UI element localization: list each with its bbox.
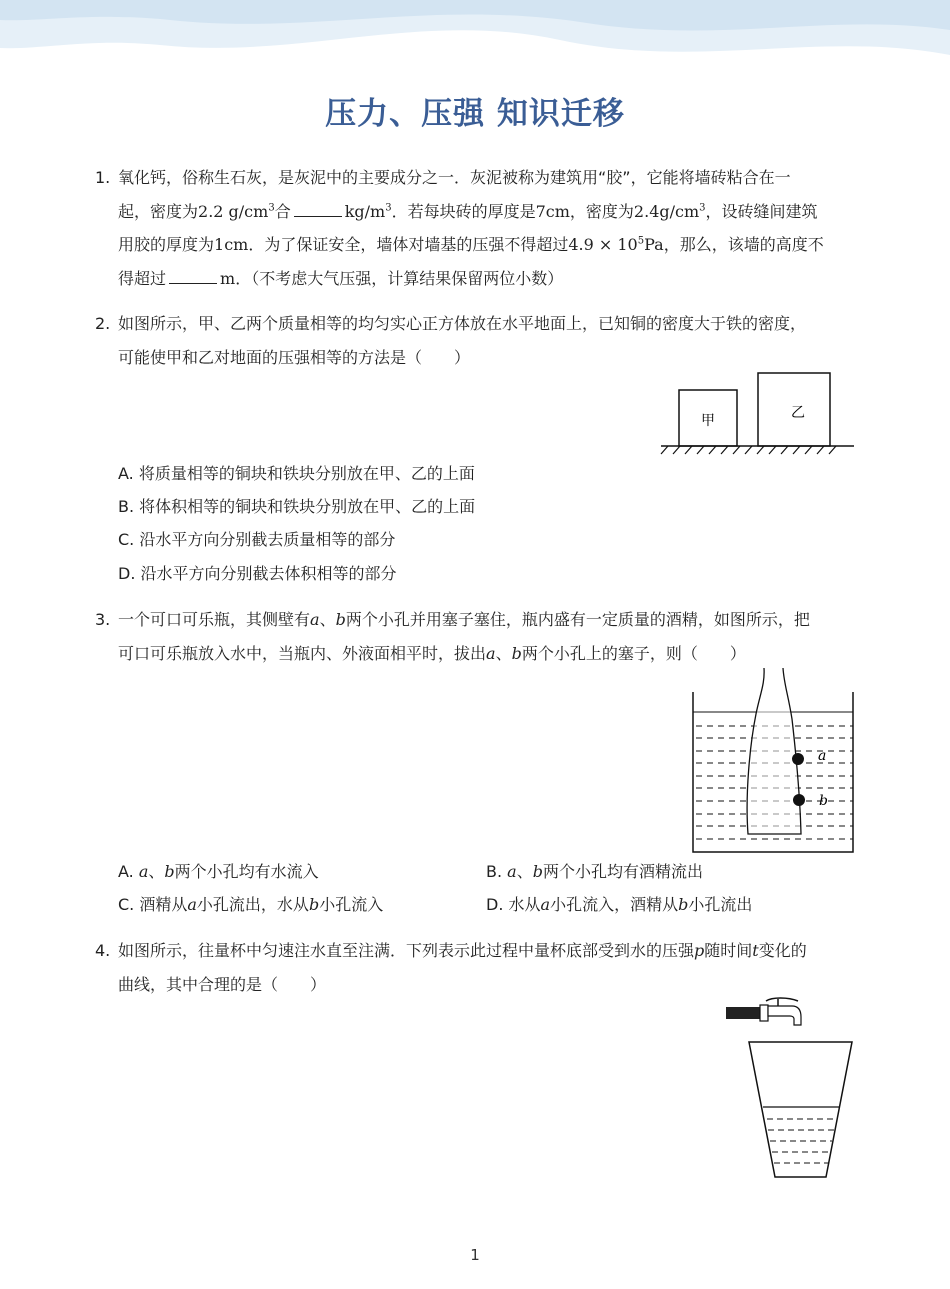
question-2 bbox=[95, 307, 855, 374]
option-text: 沿水平方向分别截去体积相等的部分 bbox=[140, 564, 397, 583]
text: ．若每块砖的厚度是 bbox=[391, 201, 536, 221]
var: b bbox=[678, 895, 689, 914]
math bbox=[198, 202, 275, 221]
q2-option-b[interactable] bbox=[118, 490, 475, 524]
question-text bbox=[118, 161, 855, 295]
option-text: 小孔流出，水从 bbox=[196, 895, 309, 914]
math bbox=[634, 202, 706, 221]
header-wave-decoration bbox=[0, 0, 950, 80]
option-label: C. bbox=[118, 530, 135, 549]
value: 4.9 × 10 bbox=[568, 235, 638, 254]
q2-option-a[interactable] bbox=[118, 457, 475, 491]
var: a bbox=[540, 895, 551, 914]
q2-option-c[interactable] bbox=[118, 523, 395, 557]
option-text: 、 bbox=[148, 862, 165, 881]
line bbox=[118, 228, 855, 262]
option-label: A. bbox=[118, 862, 134, 881]
text: ．（不考虑大气压强，计算结果保留两位小数） bbox=[235, 268, 564, 288]
value: 2.4g/cm bbox=[633, 201, 700, 221]
text: 如图所示，甲、乙两个质量相等的均匀实心正方体放在水平地面上，已知铜的密度大于铁的密度， bbox=[118, 314, 807, 333]
option-label: B. bbox=[118, 497, 135, 516]
option-label: A. bbox=[118, 464, 134, 483]
question-number: 1. bbox=[95, 168, 111, 187]
math bbox=[345, 202, 392, 221]
cup-outline bbox=[749, 1042, 852, 1177]
option-text: 两个小孔均有酒精流出 bbox=[542, 862, 703, 881]
text: 变化的 bbox=[758, 941, 807, 960]
unit: Pa bbox=[644, 235, 664, 254]
option-text: 小孔流入，酒精从 bbox=[550, 895, 679, 914]
text: 氧化钙，俗称生石灰，是灰泥中的主要成分之一．灰泥被称为建筑用“胶”，它能将墙砖粘合在一 bbox=[118, 168, 791, 187]
line bbox=[118, 307, 855, 341]
option-text: 小孔流入 bbox=[319, 895, 384, 914]
text: 得超过 bbox=[118, 268, 167, 288]
question-1 bbox=[95, 161, 855, 295]
option-text: 将体积相等的铜块和铁块分别放在甲、乙的上面 bbox=[139, 497, 476, 516]
text: 如图所示，往量杯中匀速注水直至注满．下列表示此过程中量杯底部受到水的压强 bbox=[118, 941, 695, 960]
option-label: B. bbox=[486, 862, 503, 881]
var-t: t bbox=[752, 941, 759, 960]
text: 可口可乐瓶放入水中，当瓶内、外液面相平时，拔出 bbox=[118, 643, 487, 663]
answer-blank[interactable] bbox=[294, 199, 342, 217]
text: ，设砖缝间建筑 bbox=[705, 201, 818, 221]
option-text: 两个小孔均有水流入 bbox=[174, 862, 319, 881]
text: 可能使甲和乙对地面的压强相等的方法是（ ） bbox=[118, 347, 471, 367]
unit: m bbox=[220, 268, 236, 288]
math bbox=[568, 235, 663, 254]
math: 7cm bbox=[535, 201, 570, 221]
text: 一个可口可乐瓶，其侧壁有 bbox=[118, 610, 311, 629]
q3-option-a[interactable] bbox=[118, 855, 319, 889]
faucet-and-cup-diagram bbox=[722, 995, 862, 1185]
hole-b bbox=[793, 794, 805, 806]
text: ，那么，该墙的高度不 bbox=[663, 235, 824, 254]
exponent: 3 bbox=[699, 202, 706, 214]
text: 合 bbox=[274, 201, 291, 221]
var-p: p bbox=[694, 941, 705, 960]
text: ，密度为 bbox=[569, 201, 634, 221]
bottle-outline bbox=[747, 668, 801, 834]
math: 1cm bbox=[214, 235, 249, 254]
answer-blank[interactable] bbox=[169, 266, 217, 284]
question-text bbox=[118, 307, 855, 374]
text: 两个小孔上的塞子，则（ ） bbox=[521, 643, 746, 663]
hole-b-label: b bbox=[819, 793, 828, 809]
option-text: 酒精从 bbox=[139, 895, 188, 914]
text: 、 bbox=[495, 643, 512, 663]
option-text: 小孔流出 bbox=[688, 895, 753, 914]
text: 曲线，其中合理的是（ ） bbox=[118, 974, 327, 994]
var: a bbox=[507, 862, 517, 881]
page-number: 1 bbox=[470, 1246, 480, 1264]
var: a bbox=[138, 862, 149, 881]
q3-option-d[interactable] bbox=[486, 888, 752, 922]
question-text bbox=[118, 934, 855, 1001]
text: 两个小孔并用塞子塞住，瓶内盛有一定质量的酒精，如图所示，把 bbox=[345, 610, 810, 629]
hole-a bbox=[792, 753, 804, 765]
text: 随时间 bbox=[704, 941, 753, 960]
option-label: D. bbox=[486, 895, 504, 914]
var-a: a bbox=[486, 643, 496, 663]
faucet-icon bbox=[726, 998, 801, 1025]
question-3 bbox=[95, 603, 855, 670]
exponent: 3 bbox=[268, 202, 275, 214]
var-b: b bbox=[335, 610, 346, 629]
exponent: 3 bbox=[385, 202, 392, 214]
line bbox=[118, 195, 855, 229]
option-text: 、 bbox=[516, 862, 533, 881]
var-a: a bbox=[310, 610, 320, 629]
option-text: 沿水平方向分别截去质量相等的部分 bbox=[139, 530, 396, 549]
var-b: b bbox=[511, 643, 522, 663]
var: b bbox=[164, 862, 175, 881]
value: 2.2 g/cm bbox=[198, 201, 269, 221]
option-label: D. bbox=[118, 564, 136, 583]
option-text: 将质量相等的铜块和铁块分别放在甲、乙的上面 bbox=[138, 464, 475, 483]
ground-hatching bbox=[661, 446, 836, 454]
text: 、 bbox=[319, 610, 336, 629]
var: b bbox=[308, 895, 320, 914]
unit: kg/m bbox=[344, 201, 386, 221]
text: ．为了保证安全，墙体对墙基的压强不得超过 bbox=[248, 235, 569, 254]
text: 起，密度为 bbox=[118, 201, 199, 221]
question-number: 3. bbox=[95, 610, 111, 629]
line bbox=[118, 161, 855, 195]
line bbox=[118, 934, 855, 968]
var: a bbox=[187, 895, 197, 914]
exponent: 5 bbox=[637, 235, 645, 247]
bottle-in-water-diagram bbox=[688, 664, 858, 858]
page-title: 压力、压强 知识迁移 bbox=[325, 96, 625, 132]
question-number: 4. bbox=[95, 941, 111, 960]
cubes-diagram bbox=[658, 370, 858, 460]
line bbox=[118, 262, 855, 296]
q3-option-c[interactable] bbox=[118, 888, 383, 922]
var: b bbox=[532, 862, 543, 881]
cube-yi-label: 乙 bbox=[791, 405, 805, 421]
option-text: 水从 bbox=[508, 895, 541, 914]
option-label: C. bbox=[118, 895, 135, 914]
question-text bbox=[118, 603, 855, 670]
question-number: 2. bbox=[95, 314, 111, 333]
line bbox=[118, 603, 855, 637]
text: 用胶的厚度为 bbox=[118, 235, 215, 254]
q2-option-d[interactable] bbox=[118, 557, 397, 591]
hole-a-label: a bbox=[818, 748, 827, 764]
question-4 bbox=[95, 934, 855, 1001]
q3-option-b[interactable] bbox=[486, 855, 703, 889]
line bbox=[118, 341, 855, 375]
cube-jia-label: 甲 bbox=[701, 413, 715, 429]
